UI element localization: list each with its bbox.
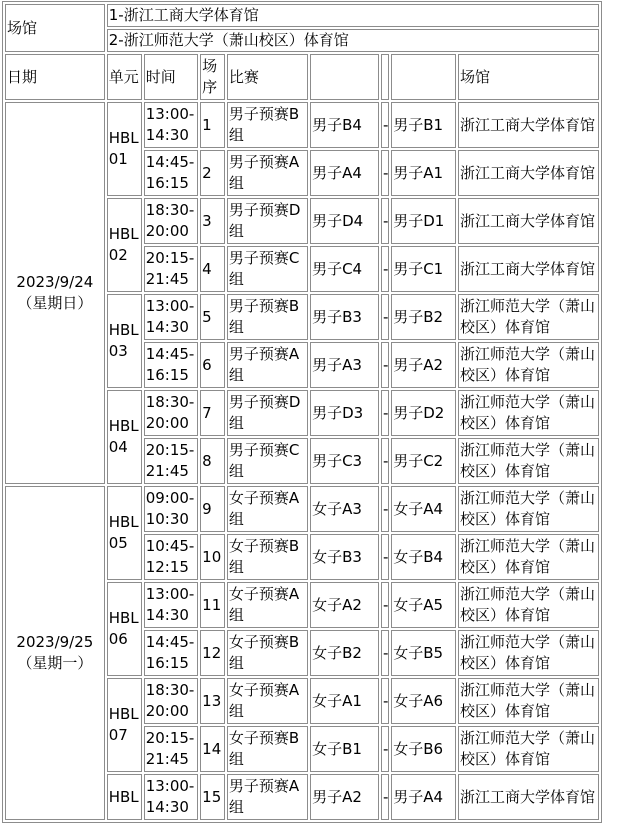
event-cell: 女子预赛B组: [227, 726, 308, 772]
time-cell: 14:45-16:15: [144, 150, 198, 196]
team-a-cell: 男子D4: [310, 198, 379, 244]
team-a-cell: 女子B2: [310, 630, 379, 676]
seq-cell: 12: [200, 630, 225, 676]
header-seq: 场序: [200, 54, 225, 100]
team-a-cell: 男子A3: [310, 342, 379, 388]
team-b-cell: 女子B6: [391, 726, 456, 772]
seq-cell: 11: [200, 582, 225, 628]
date-cell: [5, 102, 105, 484]
separator-cell: -: [381, 246, 389, 292]
team-a-cell: 男子C3: [310, 438, 379, 484]
team-a-cell: 女子B1: [310, 726, 379, 772]
unit-cell: HBL 01: [107, 102, 142, 196]
seq-cell: 4: [200, 246, 225, 292]
time-cell: 20:15-21:45: [144, 438, 198, 484]
venue-cell: 浙江师范大学（萧山校区）体育馆: [458, 534, 599, 580]
venue-list-row: [5, 4, 599, 27]
time-cell: 18:30-20:00: [144, 198, 198, 244]
table-row: [5, 102, 599, 148]
seq-cell: 14: [200, 726, 225, 772]
unit-cell: HBL 06: [107, 582, 142, 676]
time-cell: 18:30-20:00: [144, 390, 198, 436]
separator-cell: -: [381, 390, 389, 436]
event-cell: 男子预赛B组: [227, 102, 308, 148]
team-b-cell: 男子B2: [391, 294, 456, 340]
seq-cell: 5: [200, 294, 225, 340]
venue-cell: 浙江师范大学（萧山校区）体育馆: [458, 438, 599, 484]
separator-cell: -: [381, 438, 389, 484]
team-a-cell: 女子B3: [310, 534, 379, 580]
separator-cell: -: [381, 534, 389, 580]
separator-cell: -: [381, 486, 389, 532]
team-b-cell: 女子B4: [391, 534, 456, 580]
event-cell: 男子预赛A组: [227, 774, 308, 820]
venue-cell: 浙江工商大学体育馆: [458, 246, 599, 292]
team-b-cell: 男子A2: [391, 342, 456, 388]
unit-cell: HBL 04: [107, 390, 142, 484]
venue-cell: 浙江工商大学体育馆: [458, 774, 599, 820]
venue-cell: 浙江师范大学（萧山校区）体育馆: [458, 678, 599, 724]
date-value: 2023/9/24: [16, 273, 94, 291]
header-venue: 场馆: [458, 54, 599, 100]
time-cell: 20:15-21:45: [144, 726, 198, 772]
unit-cell: HBL 02: [107, 198, 142, 292]
venue-cell: 浙江师范大学（萧山校区）体育馆: [458, 342, 599, 388]
seq-cell: 10: [200, 534, 225, 580]
event-cell: 女子预赛A组: [227, 486, 308, 532]
separator-cell: -: [381, 726, 389, 772]
separator-cell: -: [381, 294, 389, 340]
event-cell: 男子预赛C组: [227, 438, 308, 484]
team-b-cell: 男子D1: [391, 198, 456, 244]
time-cell: 09:00-10:30: [144, 486, 198, 532]
separator-cell: -: [381, 198, 389, 244]
seq-cell: 13: [200, 678, 225, 724]
venue-list-item: 1-浙江工商大学体育馆: [107, 4, 599, 27]
team-a-cell: 女子A2: [310, 582, 379, 628]
time-cell: 14:45-16:15: [144, 630, 198, 676]
venue-cell: 浙江工商大学体育馆: [458, 198, 599, 244]
table-row: [5, 486, 599, 532]
time-cell: 14:45-16:15: [144, 342, 198, 388]
seq-cell: 7: [200, 390, 225, 436]
weekday-value: （星期一）: [17, 654, 93, 672]
event-cell: 男子预赛A组: [227, 150, 308, 196]
time-cell: 13:00-14:30: [144, 582, 198, 628]
time-cell: 13:00-14:30: [144, 102, 198, 148]
venue-cell: 浙江师范大学（萧山校区）体育馆: [458, 582, 599, 628]
separator-cell: -: [381, 630, 389, 676]
venue-cell: 浙江工商大学体育馆: [458, 102, 599, 148]
event-cell: 男子预赛A组: [227, 342, 308, 388]
team-b-cell: 男子B1: [391, 102, 456, 148]
team-b-cell: 男子C1: [391, 246, 456, 292]
event-cell: 女子预赛B组: [227, 534, 308, 580]
team-a-cell: 男子B4: [310, 102, 379, 148]
team-b-cell: 女子A5: [391, 582, 456, 628]
unit-cell: HBL: [107, 774, 142, 820]
seq-cell: 2: [200, 150, 225, 196]
seq-cell: 9: [200, 486, 225, 532]
team-a-cell: 男子D3: [310, 390, 379, 436]
event-cell: 女子预赛A组: [227, 582, 308, 628]
team-a-cell: 男子A2: [310, 774, 379, 820]
date-value: 2023/9/25: [16, 633, 94, 651]
team-b-cell: 男子A1: [391, 150, 456, 196]
separator-cell: -: [381, 102, 389, 148]
unit-cell: HBL 03: [107, 294, 142, 388]
schedule-table: [2, 1, 602, 823]
venue-cell: 浙江师范大学（萧山校区）体育馆: [458, 486, 599, 532]
separator-cell: -: [381, 582, 389, 628]
separator-cell: -: [381, 150, 389, 196]
venue-block-label: 场馆: [5, 4, 105, 52]
team-b-cell: 女子A4: [391, 486, 456, 532]
time-cell: 10:45-12:15: [144, 534, 198, 580]
unit-cell: HBL 07: [107, 678, 142, 772]
team-a-cell: 女子A1: [310, 678, 379, 724]
team-a-cell: 男子C4: [310, 246, 379, 292]
event-cell: 女子预赛A组: [227, 678, 308, 724]
venue-cell: 浙江工商大学体育馆: [458, 150, 599, 196]
separator-cell: -: [381, 678, 389, 724]
venue-cell: 浙江师范大学（萧山校区）体育馆: [458, 294, 599, 340]
weekday-value: （星期日）: [17, 294, 93, 312]
team-b-cell: 男子D2: [391, 390, 456, 436]
separator-cell: -: [381, 342, 389, 388]
venue-cell: 浙江师范大学（萧山校区）体育馆: [458, 630, 599, 676]
seq-cell: 6: [200, 342, 225, 388]
header-event: 比赛: [227, 54, 308, 100]
event-cell: 男子预赛C组: [227, 246, 308, 292]
time-cell: 13:00-14:30: [144, 294, 198, 340]
time-cell: 20:15-21:45: [144, 246, 198, 292]
seq-cell: 1: [200, 102, 225, 148]
event-cell: 男子预赛D组: [227, 390, 308, 436]
time-cell: 13:00-14:30: [144, 774, 198, 820]
header-blank: [381, 54, 389, 100]
seq-cell: 3: [200, 198, 225, 244]
header-unit: 单元: [107, 54, 142, 100]
team-b-cell: 女子A6: [391, 678, 456, 724]
header-blank: [310, 54, 379, 100]
date-cell: [5, 486, 105, 820]
seq-cell: 15: [200, 774, 225, 820]
separator-cell: -: [381, 774, 389, 820]
table-header-row: [5, 54, 599, 100]
venue-cell: 浙江师范大学（萧山校区）体育馆: [458, 726, 599, 772]
team-b-cell: 男子A4: [391, 774, 456, 820]
header-time: 时间: [144, 54, 198, 100]
header-date: 日期: [5, 54, 105, 100]
venue-cell: 浙江师范大学（萧山校区）体育馆: [458, 390, 599, 436]
seq-cell: 8: [200, 438, 225, 484]
unit-cell: HBL 05: [107, 486, 142, 580]
event-cell: 女子预赛B组: [227, 630, 308, 676]
team-b-cell: 男子C2: [391, 438, 456, 484]
header-blank: [391, 54, 456, 100]
team-a-cell: 男子A4: [310, 150, 379, 196]
team-b-cell: 女子B5: [391, 630, 456, 676]
venue-list-item: 2-浙江师范大学（萧山校区）体育馆: [107, 29, 599, 52]
time-cell: 18:30-20:00: [144, 678, 198, 724]
team-a-cell: 男子B3: [310, 294, 379, 340]
team-a-cell: 女子A3: [310, 486, 379, 532]
event-cell: 男子预赛B组: [227, 294, 308, 340]
event-cell: 男子预赛D组: [227, 198, 308, 244]
